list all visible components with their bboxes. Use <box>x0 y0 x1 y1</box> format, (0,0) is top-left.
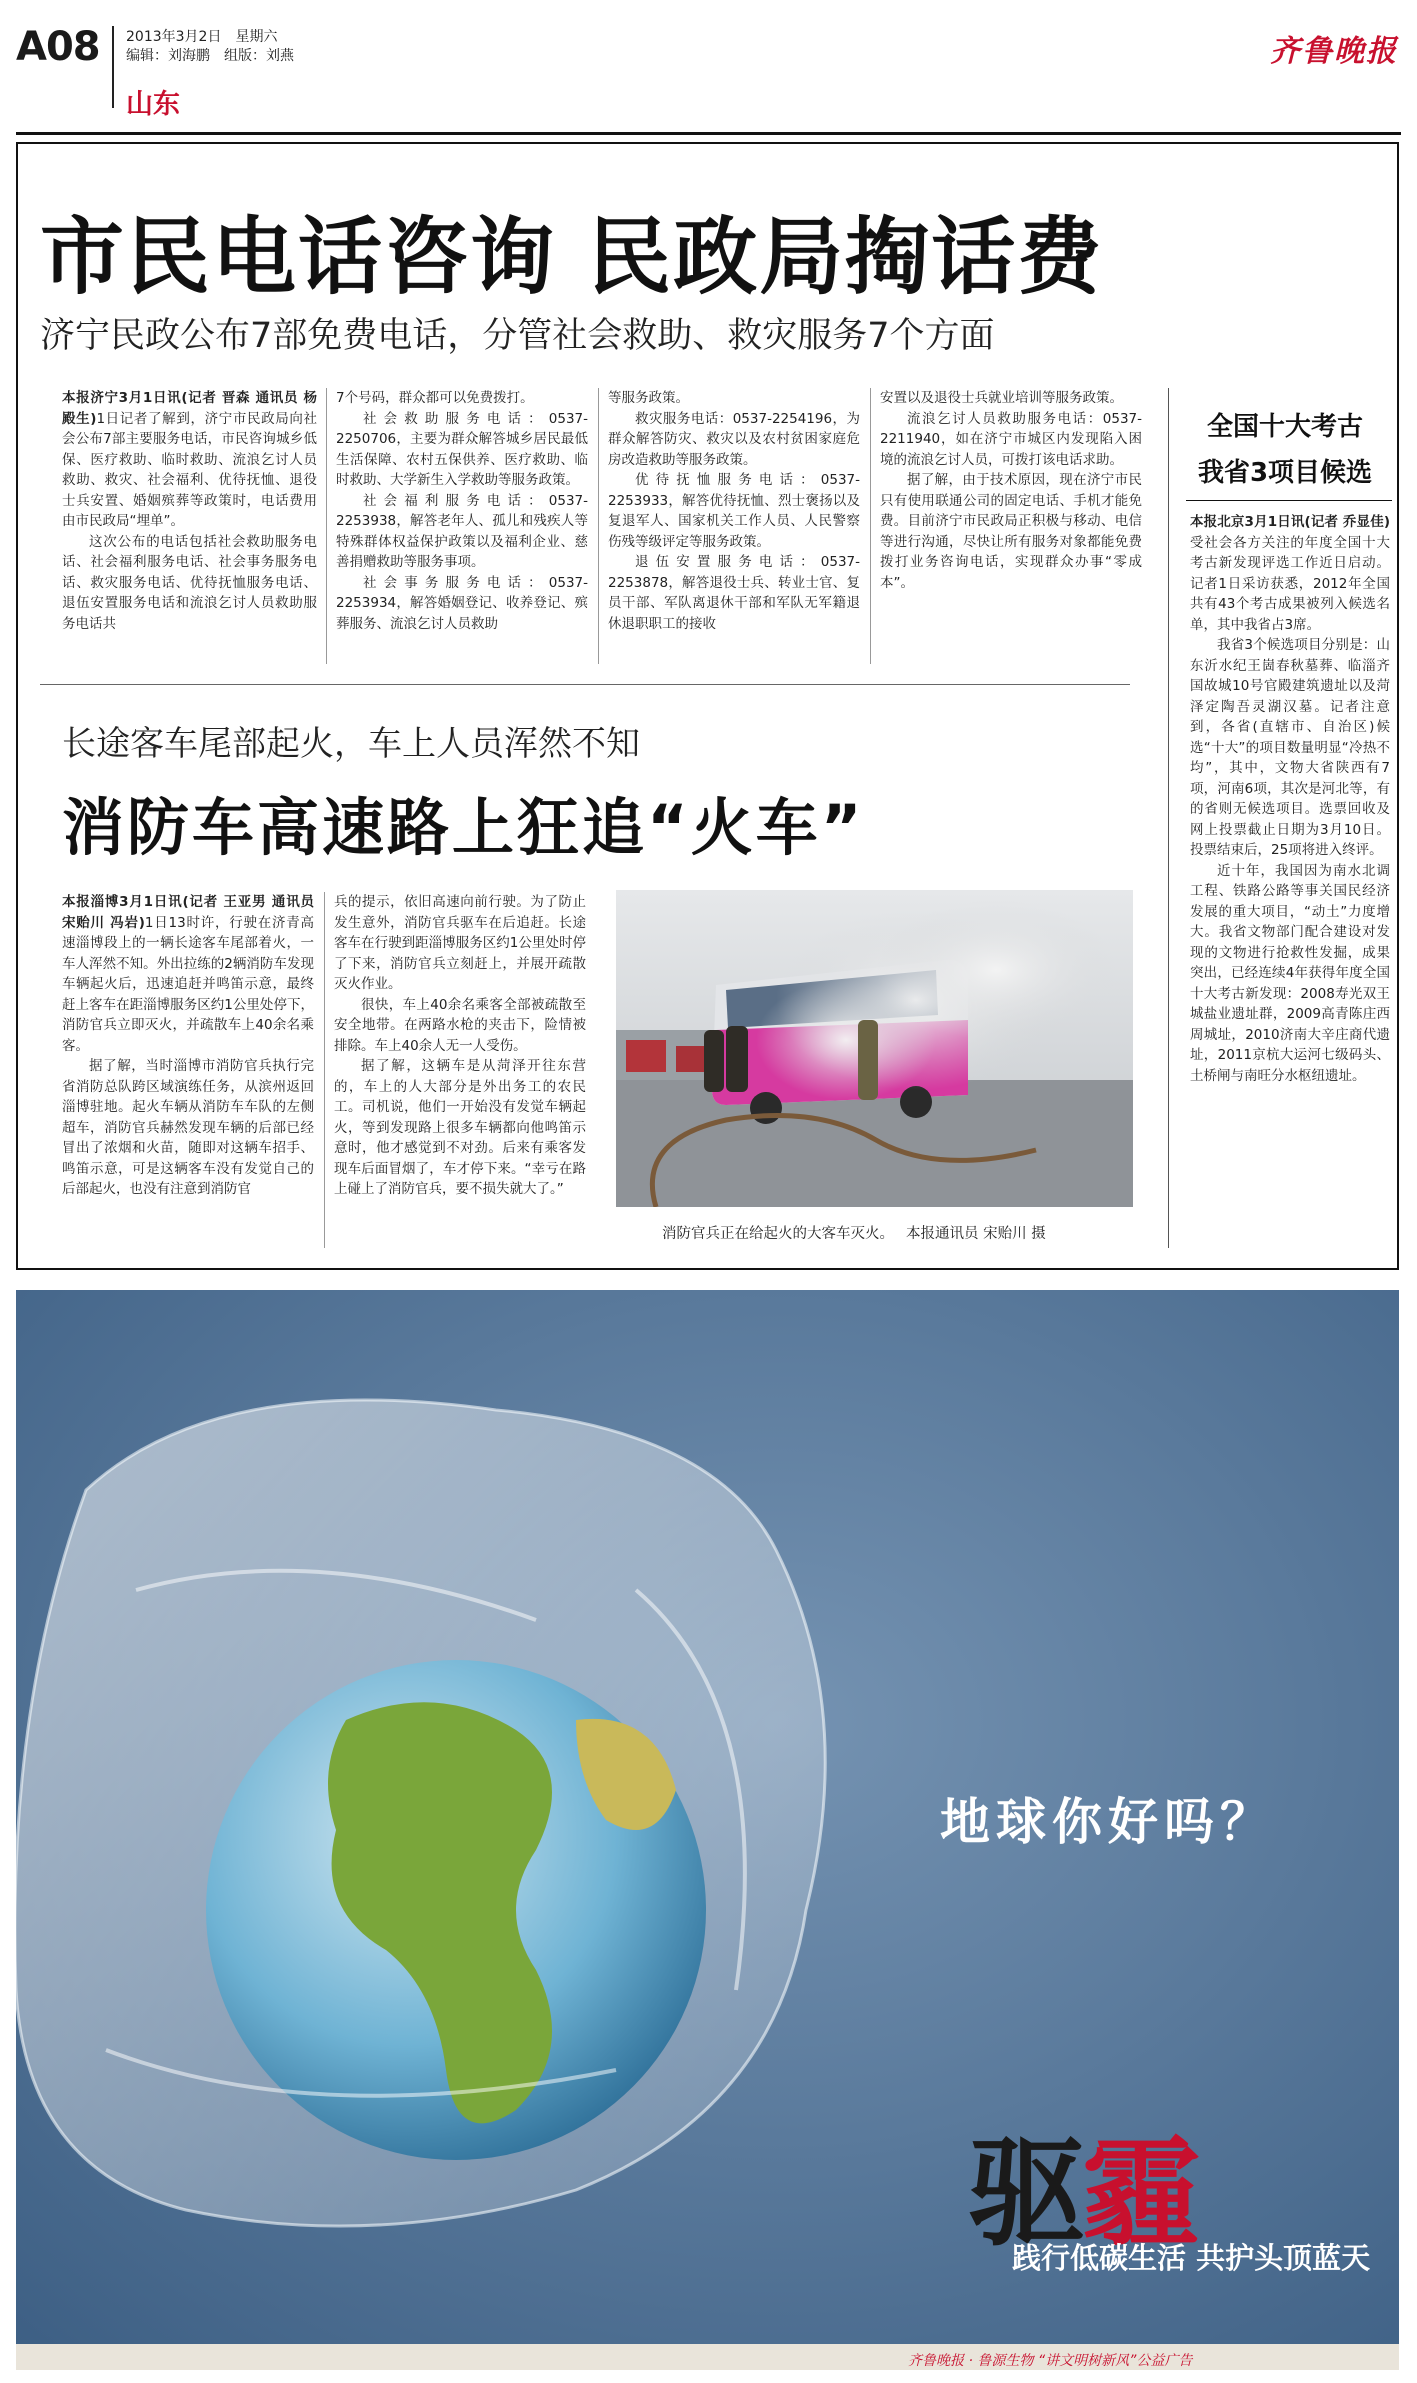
sidebar-title-rule <box>1186 500 1392 501</box>
sidebar-paragraph: 近十年，我国因为南水北调工程、铁路公路等事关国民经济发展的重大项目，“动土”力度增大。我省文物部门配合建设对发现的文物进行抢救性发掘，成果突出，已经连续4年获得年度全国十大考古新发现：2008寿光双王城盐业遗址群，2009高青陈庄西周城址，2010济南大辛庄商代遗址，2011京杭大运河七级码头、土桥闸与南旺分水枢纽遗址。 <box>1190 862 1390 1084</box>
section-name: 山东 <box>126 89 180 120</box>
story1-paragraph: 救灾服务电话：0537-2254196，为群众解答防灾、救灾以及农村贫困家庭危房改造救助等服务政策。 <box>608 410 860 468</box>
masthead-rule <box>16 132 1401 135</box>
story-separator <box>40 684 1130 685</box>
story2-kicker: 长途客车尾部起火，车上人员浑然不知 <box>62 724 640 764</box>
sidebar-paragraph: 我省3个候选项目分别是：山东沂水纪王崮春秋墓葬、临淄齐国故城10号官殿建筑遗址以及菏泽定陶吾灵湖汉墓。记者注意到，各省(直辖市、自治区)候选“十大”的项目数量明显“冷热不均”，其中，文物大省陕西有7项，河南6项，其次是河北等，有的省则无候选项目。选票回收及网上投票截止日期为3月10日。投票结束后，25项将进入终评。 <box>1190 637 1390 858</box>
sidebar-dateline: 本报北京3月1日讯(记者 乔显佳) <box>1190 514 1390 530</box>
ad-question: 地球你好吗？ <box>940 1793 1276 1851</box>
column-divider <box>326 388 327 664</box>
issue-date: 2013年3月2日 <box>126 29 222 45</box>
page-number: A08 <box>16 24 100 70</box>
ad-brand-char-2: 霾 <box>1082 2123 1197 2262</box>
story1-paragraph: 优待抚恤服务电话：0537-2253933，解答优待抚恤、烈士褒扬以及复退军人、国家机关工作人员、人民警察伤残等级评定等服务政策。 <box>608 472 860 550</box>
story1-column-4 <box>880 388 1142 668</box>
story2-paragraph: 据了解，这辆车是从菏泽开往东营的，车上的人大部分是外出务工的农民工。司机说，他们一开始没有发觉车辆起火，等到发现路上很多车辆都向他鸣笛示意时，他才感觉到不对劲。后来有乘客发现车后面冒烟了，车才停下来。“幸亏在路上碰上了消防官兵，要不损失就大了。” <box>334 1058 586 1197</box>
newspaper-logo: 齐鲁晚报 <box>1270 34 1398 69</box>
column-divider <box>870 388 871 664</box>
ad-footer-credits <box>908 2350 1192 2370</box>
story2-headline: 消防车高速路上狂追“火车” <box>62 791 865 864</box>
story1-column-1 <box>62 388 317 668</box>
sidebar-headline-line2: 我省3项目候选 <box>1197 458 1373 488</box>
story1-subhead: 济宁民政公布7部免费电话，分管社会救助、救灾服务7个方面 <box>40 316 995 356</box>
story2-paragraph: 1日13时许，行驶在济青高速淄博段上的一辆长途客车尾部着火，一车人浑然不知。外出拉练的2辆消防车发现车辆起火后，迅速追赶并鸣笛示意，最终赶上客车在距淄博服务区约1公里处停下，消防官兵立即灭火，并疏散车上40余名乘客。 <box>62 914 314 1054</box>
ad-brand-char-1: 驱 <box>968 2123 1083 2262</box>
footer-campaign: “讲文明树新风”公益广告 <box>1037 2353 1193 2369</box>
story1-paragraph: 社会事务服务电话：0537-2253934，解答婚姻登记、收养登记、殡葬服务、流浪乞讨人员救助 <box>336 574 588 632</box>
sidebar-column <box>1190 512 1390 1247</box>
story1-paragraph: 据了解，由于技术原因，现在济宁市民只有使用联通公司的固定电话、手机才能免费。目前济宁市民政局正积极与移动、电信等进行沟通，尽快让所有服务对象都能免费拨打业务咨询电话，实现群众办事“零成本”。 <box>880 472 1142 591</box>
story1-paragraph: 等服务政策。 <box>608 390 689 406</box>
column-divider <box>598 388 599 664</box>
story1-paragraph: 7个号码，群众都可以免费拨打。 <box>336 390 534 406</box>
story1-column-2 <box>336 388 588 668</box>
story1-headline: 市民电话咨询 民政局掏话费 <box>40 208 1104 306</box>
story2-paragraph: 兵的提示，依旧高速向前行驶。为了防止发生意外，消防官兵驱车在后追赶。长途客车在行驶到距淄博服务区约1公里处时停了下来，消防官兵立刻赶上，并展开疏散灭火作业。 <box>334 894 586 992</box>
story1-paragraph: 安置以及退役士兵就业培训等服务政策。 <box>880 390 1123 406</box>
column-divider <box>324 892 325 1248</box>
story2-dateline: 本报淄博3月1日讯(记者 王亚男 通讯员 宋贻川 冯岩) <box>62 894 314 931</box>
story1-paragraph: 退伍安置服务电话：0537-2253878，解答退役士兵、转业士官、复员干部、军队离退休干部和军队无军籍退休退职职工的接收 <box>608 554 860 632</box>
masthead-meta <box>126 28 308 66</box>
footer-partner-logo: 鲁源生物 <box>977 2353 1034 2369</box>
story1-column-3 <box>608 388 860 668</box>
sidebar-headline-line1: 全国十大考古 <box>1206 412 1363 442</box>
fire-bus-illustration <box>616 890 1133 1207</box>
story1-paragraph: 1日记者了解到，济宁市民政局向社会公布7部主要服务电话，市民咨询城乡低保、医疗救助、临时救助、流浪乞讨人员救助、救灾、社会福利、优待抚恤、退役士兵安置、婚姻殡葬等政策时，电话费用由市民政局“埋单”。 <box>62 410 317 529</box>
photo-credit: 本报通讯员 宋贻川 摄 <box>906 1226 1046 1242</box>
story1-dateline: 本报济宁3月1日讯(记者 晋森 通讯员 杨殿生) <box>62 390 317 427</box>
ad-slogan: 践行低碳生活 共护头顶蓝天 <box>1012 2241 1371 2275</box>
story2-paragraph: 据了解，当时淄博市消防官兵执行完省消防总队跨区域演练任务，从滨州返回淄博驻地。起火车辆从消防车车队的左侧超车，消防官兵赫然发现车辆的后部已经冒出了浓烟和火苗，随即对这辆车招手、鸣笛示意，可是这辆客车没有发觉自己的后部起火，也没有注意到消防官 <box>62 1058 314 1197</box>
story1-paragraph: 社会福利服务电话：0537-2253938，解答老年人、孤儿和残疾人等特殊群体权益保护政策以及福利企业、慈善捐赠救助等服务事项。 <box>336 492 588 570</box>
layout-credit: 组版：刘燕 <box>224 48 294 64</box>
story1-paragraph: 社会救助服务电话：0537-2250706，主要为群众解答城乡居民最低生活保障、农村五保供养、医疗救助、临时救助、大学新生入学救助等服务政策。 <box>336 410 588 488</box>
fire-bus-photo <box>616 890 1133 1207</box>
editor-credit: 编辑：刘海鹏 <box>126 48 210 64</box>
sidebar-paragraph: 受社会各方关注的年度全国十大考古新发现评选工作近日启动。记者1日采访获悉，2012年全国共有43个考古成果被列入候选名单，其中我省占3席。 <box>1190 534 1390 633</box>
footer-paper-logo: 齐鲁晚报 <box>908 2353 964 2369</box>
photo-caption <box>662 1222 1058 1243</box>
sidebar-headline <box>1180 404 1390 496</box>
sidebar-divider <box>1168 388 1169 1248</box>
story1-paragraph: 流浪乞讨人员救助服务电话：0537-2211940，如在济宁市城区内发现陷入困境的流浪乞讨人员，可拨打该电话求助。 <box>880 410 1142 468</box>
story2-column-2 <box>334 892 586 1252</box>
footer-separator: · <box>968 2353 973 2369</box>
story2-column-1 <box>62 892 314 1252</box>
story1-paragraph: 这次公布的电话包括社会救助服务电话、社会福利服务电话、社会事务服务电话、救灾服务电话、优待抚恤服务电话、退伍安置服务电话和流浪乞讨人员救助服务电话共 <box>62 533 317 632</box>
issue-weekday: 星期六 <box>235 29 278 45</box>
masthead-divider <box>112 26 114 108</box>
story2-paragraph: 很快，车上40余名乘客全部被疏散至安全地带。在两路水枪的夹击下，险情被排除。车上40余人无一人受伤。 <box>334 996 586 1054</box>
caption-text: 消防官兵正在给起火的大客车灭火。 <box>662 1226 894 1242</box>
